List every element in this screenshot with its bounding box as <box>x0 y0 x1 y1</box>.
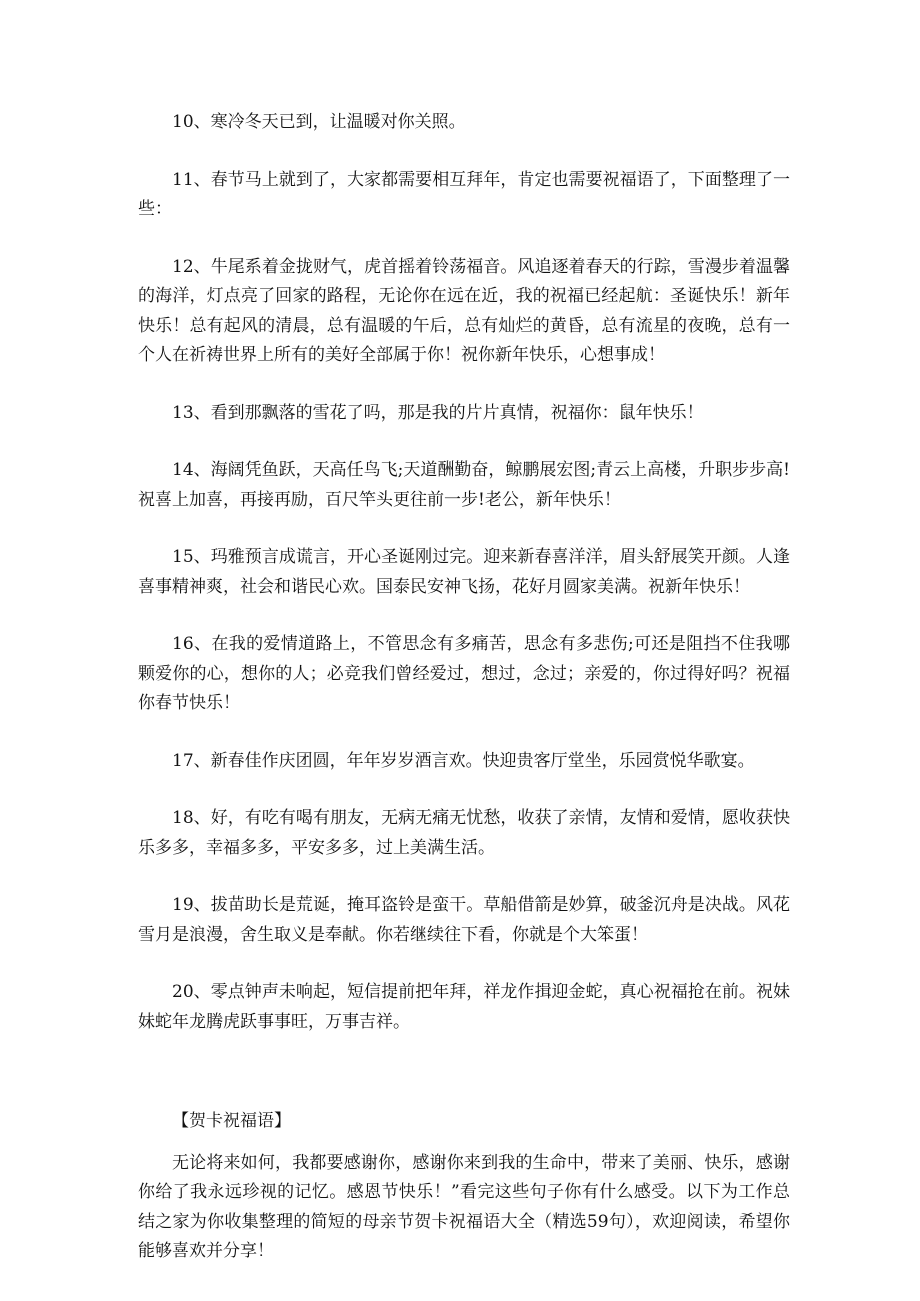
wish-item-15: 15、玛雅预言成谎言，开心圣诞刚过完。迎来新春喜洋洋，眉头舒展笑开颜。人逢喜事精神爽，社会和谐民心欢。国泰民安神飞扬，花好月圆家美满。祝新年快乐！ <box>138 547 790 597</box>
wish-item-17: 17、新春佳作庆团圆，年年岁岁酒言欢。快迎贵客厅堂坐，乐园赏悦华歌宴。 <box>172 750 755 771</box>
wish-item-18: 18、好，有吃有喝有朋友，无病无痛无忧愁，收获了亲情，友情和爱情，愿收获快乐多多，幸福多多，平安多多，过上美满生活。 <box>138 808 790 858</box>
section-heading: 【贺卡祝福语】 <box>172 1111 291 1131</box>
wish-item-12: 12、牛尾系着金拢财气，虎首摇着铃荡福音。风追逐着春天的行踪，雪漫步着温馨的海洋，灯点亮了回家的路程，无论你在远在近，我的祝福已经起航：圣诞快乐！新年快乐！总有起风的清晨，总有温暖的午后，总有灿烂的黄昏，总有流星的夜晚，总有一个人在祈祷世界上所有的美好全部属于你！祝你新年快乐，心想事成！ <box>138 256 790 365</box>
section-body: 无论将来如何，我都要感谢你，感谢你来到我的生命中，带来了美丽、快乐，感谢你给了我永远珍视的记忆。感恩节快乐！”看完这些句子你有什么感受。以下为工作总结之家为你收集整理的简短的母亲节贺卡祝福语大全（精选59句），欢迎阅读，希望你能够喜欢并分享！ <box>138 1152 790 1261</box>
wish-item-14: 14、海阔凭鱼跃，天高任鸟飞;天道酬勤奋，鲸鹏展宏图;青云上高楼，升职步步高!祝喜上加喜，再接再励，百尺竿头更往前一步!老公，新年快乐！ <box>138 460 790 510</box>
wish-item-16: 16、在我的爱情道路上，不管思念有多痛苦，思念有多悲伤;可还是阻挡不住我哪颗爱你的心，想你的人；必竞我们曾经爱过，想过，念过；亲爱的，你过得好吗？祝福你春节快乐！ <box>138 634 790 713</box>
wish-item-10: 10、寒冷冬天已到，让温暖对你关照。 <box>172 112 466 132</box>
wish-item-19: 19、拔苗助长是荒诞，掩耳盗铃是蛮干。草船借箭是妙算，破釜沉舟是决战。风花雪月是浪漫，舍生取义是奉献。你若继续往下看，你就是个大笨蛋！ <box>138 895 790 945</box>
wish-item-13: 13、看到那飘落的雪花了吗，那是我的片片真情，祝福你：鼠年快乐！ <box>172 402 704 423</box>
document-page <box>138 108 790 1267</box>
wish-item-20: 20、零点钟声未响起，短信提前把年拜，祥龙作揖迎金蛇，真心祝福抢在前。祝妹妹蛇年龙腾虎跃事事旺，万事吉祥。 <box>138 982 790 1032</box>
wish-item-11: 11、春节马上就到了，大家都需要相互拜年，肯定也需要祝福语了，下面整理了一些： <box>138 169 790 219</box>
